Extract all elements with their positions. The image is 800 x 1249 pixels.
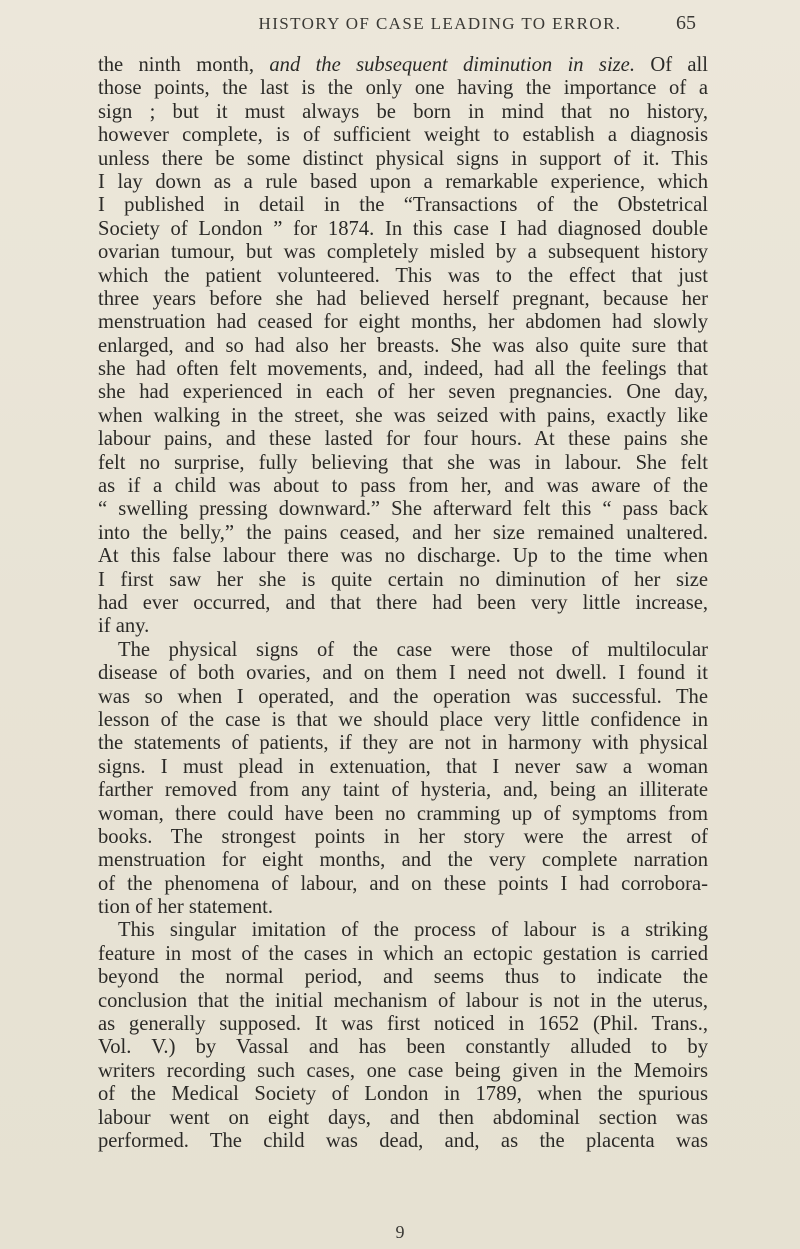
text-line: menstruation for eight months, and the very complete narration [98, 849, 708, 872]
text-line [98, 54, 708, 77]
text-line: I published in detail in the “Transactions of the Obstetrical [98, 194, 708, 217]
body-text [98, 54, 708, 1153]
text-line: disease of both ovaries, and on them I need not dwell. I found it [98, 662, 708, 685]
text-segment: the ninth month, [98, 54, 270, 76]
text-line: the statements of patients, if they are not in harmony with physical [98, 732, 708, 755]
text-line: farther removed from any taint of hysteria, and, being an illiterate [98, 779, 708, 802]
text-line: Vol. V.) by Vassal and has been constantly alluded to by [98, 1036, 708, 1059]
text-line: This singular imitation of the process of labour is a striking [118, 919, 708, 942]
text-line: as generally supposed. It was first noticed in 1652 (Phil. Trans., [98, 1013, 708, 1036]
text-line: when walking in the street, she was seized with pains, exactly like [98, 404, 708, 427]
text-line: those points, the last is the only one having the importance of a [98, 77, 708, 100]
signature-mark: 9 [395, 1222, 405, 1242]
text-line: lesson of the case is that we should place very little confidence in [98, 708, 708, 731]
text-line: Society of London ” for 1874. In this case I had diagnosed double [98, 217, 708, 240]
text-line: menstruation had ceased for eight months, her abdomen had slowly [98, 311, 708, 334]
text-line: labour pains, and these lasted for four hours. At these pains she [98, 428, 708, 451]
text-line: as if a child was about to pass from her, and was aware of the [98, 475, 708, 498]
text-segment: Of all [634, 54, 709, 76]
text-line: performed. The child was dead, and, as the placenta was [98, 1129, 708, 1152]
text-line: of the phenomena of labour, and on these points I had corrobora- [98, 872, 708, 895]
text-line: three years before she had believed herself pregnant, because her [98, 287, 708, 310]
text-line: “ swelling pressing downward.” She afterward felt this “ pass back [98, 498, 708, 521]
text-line: labour went on eight days, and then abdominal section was [98, 1106, 708, 1129]
text-line: I lay down as a rule based upon a remarkable experience, which [98, 170, 708, 193]
text-line: books. The strongest points in her story were the arrest of [98, 825, 708, 848]
text-line: if any. [98, 615, 150, 638]
text-line: of the Medical Society of London in 1789, when the spurious [98, 1083, 708, 1106]
text-line: had ever occurred, and that there had been very little increase, [98, 591, 708, 614]
running-title: HISTORY OF CASE LEADING TO ERROR. [258, 14, 622, 33]
italic-phrase: and the subsequent diminution in size. [269, 54, 635, 76]
text-line: beyond the normal period, and seems thus to indicate the [98, 966, 708, 989]
text-line: enlarged, and so had also her breasts. She was also quite sure that [98, 334, 708, 357]
text-line: At this false labour there was no discharge. Up to the time when [98, 545, 708, 568]
text-line: sign ; but it must always be born in mind that no history, [98, 100, 708, 123]
text-line: woman, there could have been no cramming up of symptoms from [98, 802, 708, 825]
text-line: signs. I must plead in extenuation, that I never saw a woman [98, 755, 708, 778]
text-line: which the patient volunteered. This was to the effect that just [98, 264, 708, 287]
text-line: The physical signs of the case were those of multilocular [118, 638, 708, 661]
text-line: unless there be some distinct physical signs in support of it. This [98, 147, 708, 170]
text-line: conclusion that the initial mechanism of labour is not in the uterus, [98, 989, 708, 1012]
text-line: she had often felt movements, and, indeed, had all the feelings that [98, 358, 708, 381]
text-line: feature in most of the cases in which an ectopic gestation is carried [98, 942, 708, 965]
text-line: tion of her statement. [98, 896, 273, 919]
text-line: writers recording such cases, one case being given in the Memoirs [98, 1059, 708, 1082]
text-line: however complete, is of sufficient weight to establish a diagnosis [98, 124, 708, 147]
text-line: she had experienced in each of her seven pregnancies. One day, [98, 381, 708, 404]
text-line: I first saw her she is quite certain no diminution of her size [98, 568, 708, 591]
text-line: ovarian tumour, but was completely misled by a subsequent history [98, 241, 708, 264]
page-number: 65 [676, 12, 696, 34]
text-line: felt no surprise, fully believing that she was in labour. She felt [98, 451, 708, 474]
text-line: into the belly,” the pains ceased, and her size remained unaltered. [98, 521, 708, 544]
text-line: was so when I operated, and the operation was successful. The [98, 685, 708, 708]
